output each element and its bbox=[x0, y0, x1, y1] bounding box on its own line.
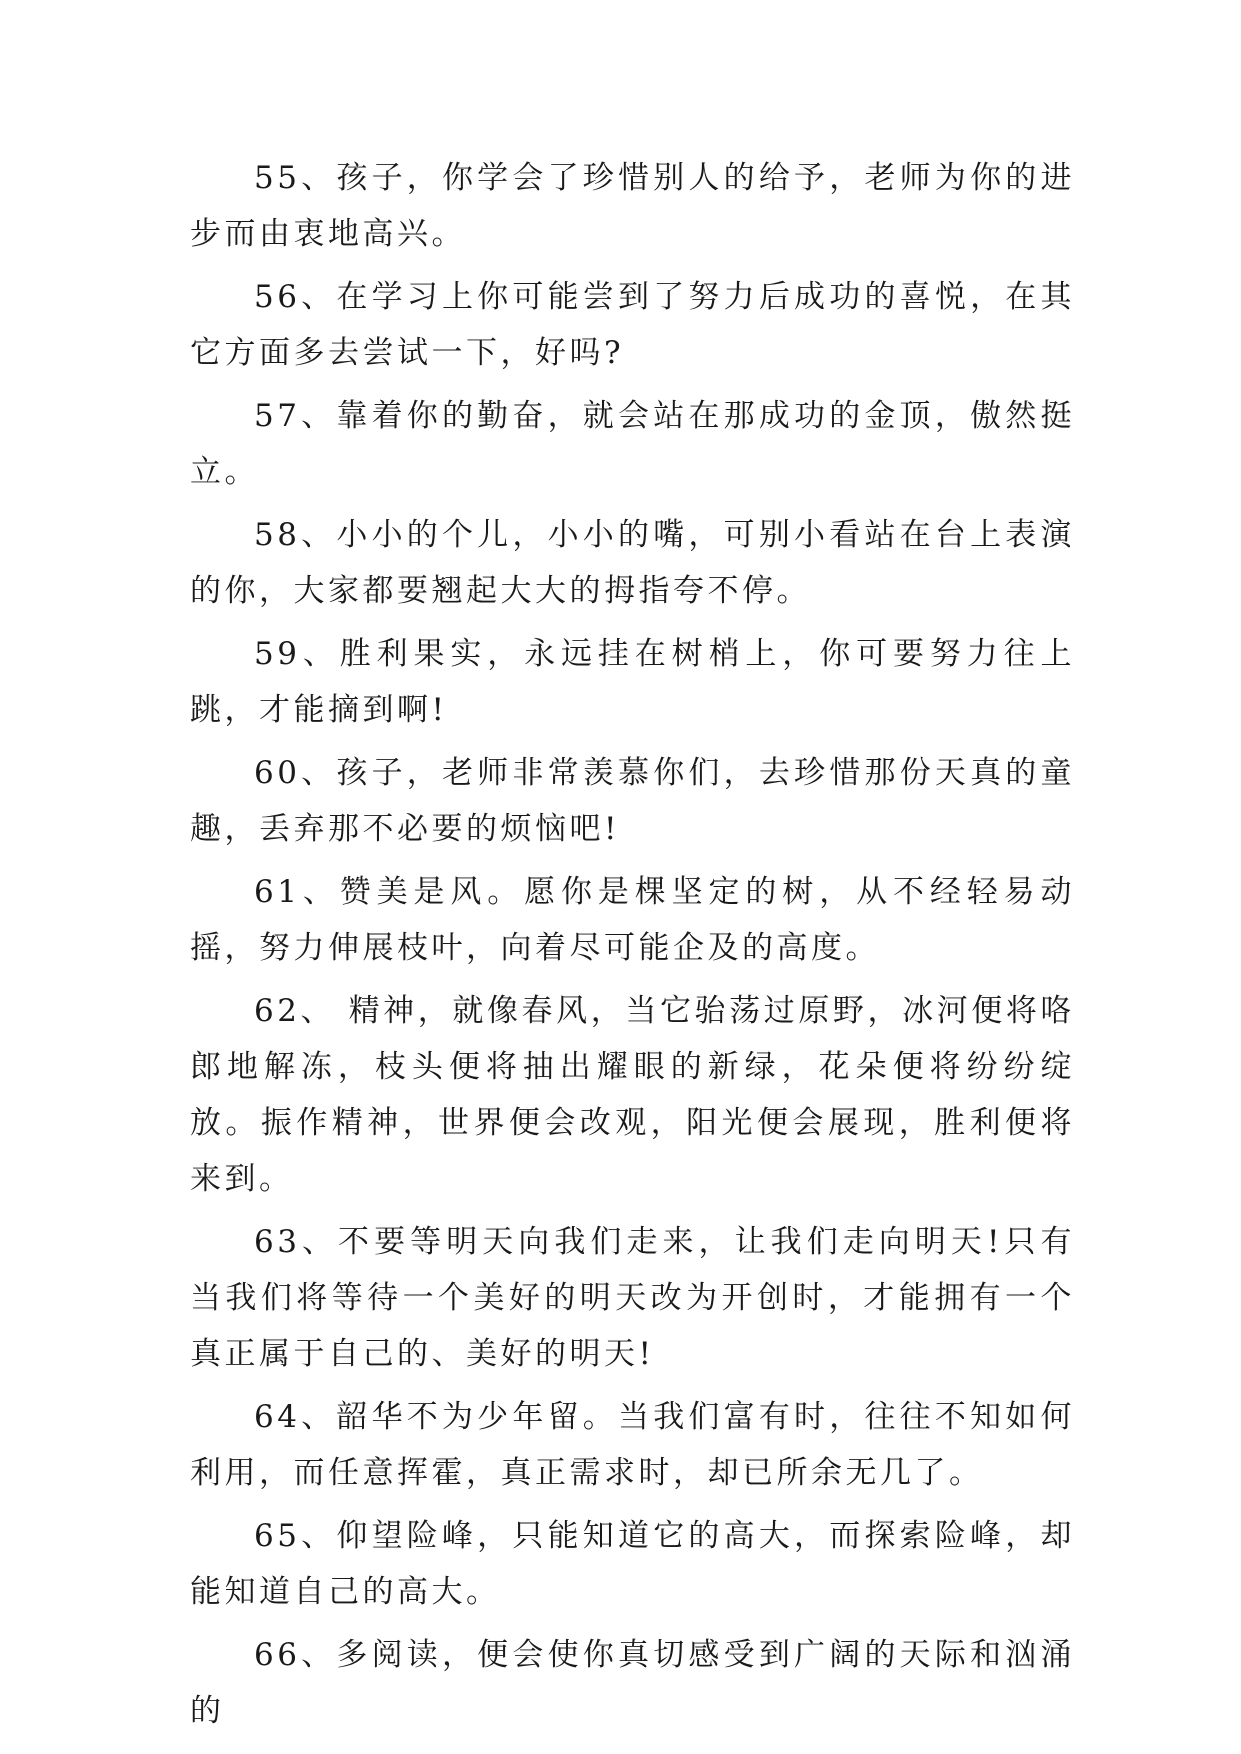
paragraph-64: 64、韶华不为少年留。当我们富有时，往往不知如何利用，而任意挥霍，真正需求时，却已所余无几了。 bbox=[190, 1399, 1075, 1491]
paragraph-65: 65、仰望险峰，只能知道它的高大，而探索险峰，却能知道自己的高大。 bbox=[190, 1518, 1075, 1610]
paragraph-59: 59、胜利果实，永远挂在树梢上，你可要努力往上跳，才能摘到啊! bbox=[190, 636, 1075, 728]
paragraph-55: 55、孩子，你学会了珍惜别人的给予，老师为你的进步而由衷地高兴。 bbox=[190, 160, 1075, 252]
paragraph-57: 57、靠着你的勤奋，就会站在那成功的金顶，傲然挺立。 bbox=[190, 398, 1075, 490]
document-body bbox=[190, 150, 1075, 1746]
paragraph-56: 56、在学习上你可能尝到了努力后成功的喜悦，在其它方面多去尝试一下，好吗? bbox=[190, 279, 1075, 371]
paragraph-61: 61、赞美是风。愿你是棵坚定的树，从不经轻易动摇，努力伸展枝叶，向着尽可能企及的高度。 bbox=[190, 874, 1075, 966]
paragraph-63: 63、不要等明天向我们走来，让我们走向明天!只有当我们将等待一个美好的明天改为开创时，才能拥有一个真正属于自己的、美好的明天! bbox=[190, 1224, 1075, 1372]
paragraph-66: 66、多阅读，便会使你真切感受到广阔的天际和汹涌的 bbox=[190, 1637, 1075, 1729]
paragraph-60: 60、孩子，老师非常羡慕你们，去珍惜那份天真的童趣，丢弃那不必要的烦恼吧! bbox=[190, 755, 1075, 847]
paragraph-58: 58、小小的个儿，小小的嘴，可别小看站在台上表演的你，大家都要翘起大大的拇指夸不停。 bbox=[190, 517, 1075, 609]
paragraph-62: 62、 精神，就像春风，当它骀荡过原野，冰河便将咯郎地解冻，枝头便将抽出耀眼的新绿，花朵便将纷纷绽放。振作精神，世界便会改观，阳光便会展现，胜利便将来到。 bbox=[190, 993, 1075, 1197]
